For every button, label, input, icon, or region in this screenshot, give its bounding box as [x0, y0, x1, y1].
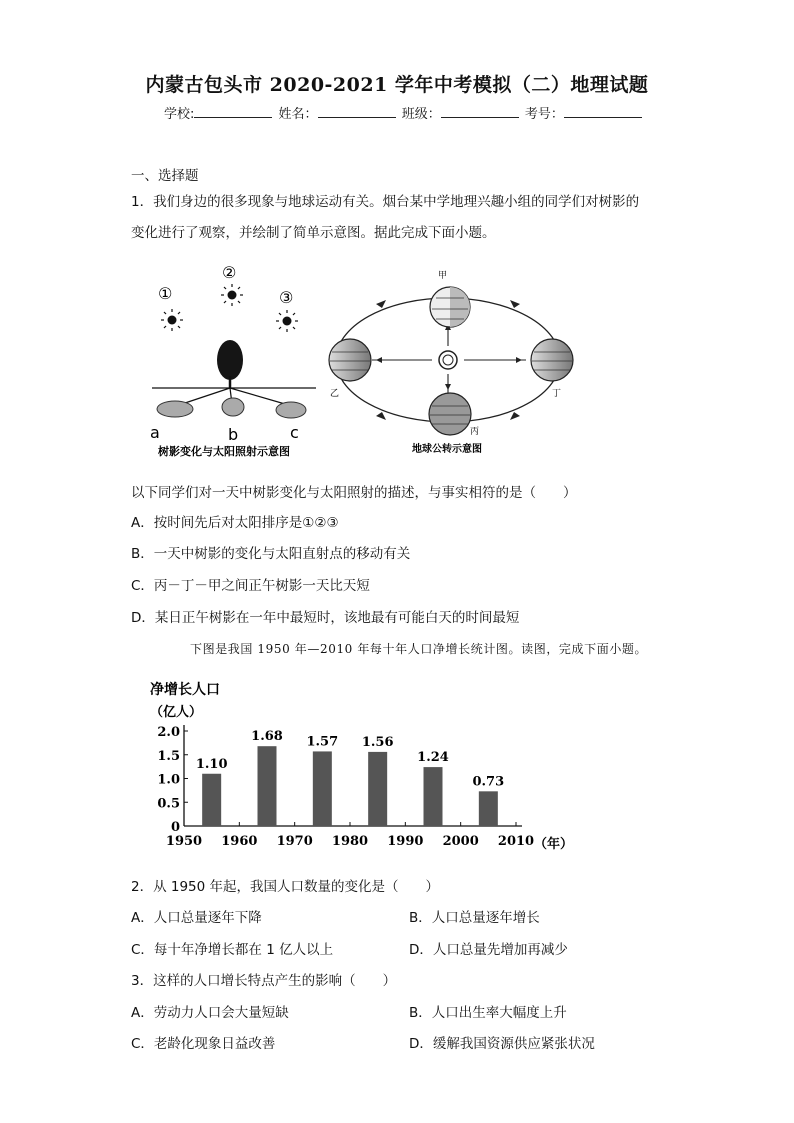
- bar-value-label: 0.73: [472, 774, 505, 790]
- section-heading: 一、选择题: [131, 168, 199, 184]
- q1-option-a[interactable]: A．按时间先后对太阳排序是①②③: [131, 515, 339, 531]
- bar-value-label: 1.24: [417, 750, 449, 766]
- x-tick-label: 1990: [387, 834, 424, 849]
- position-label-yi: 乙: [330, 389, 340, 399]
- sun-icon: [221, 284, 243, 306]
- sun-icon: [161, 309, 183, 331]
- chart-intro: 下图是我国 1950 年—2010 年每十年人口净增长统计图。读图，完成下面小题。: [190, 642, 648, 656]
- class-label: 班级：: [401, 107, 441, 122]
- q3-option-c[interactable]: C．老龄化现象日益改善: [131, 1036, 276, 1052]
- bar: [313, 751, 332, 826]
- name-blank[interactable]: [318, 105, 396, 118]
- q3-option-d[interactable]: D．缓解我国资源供应紧张状况: [409, 1036, 595, 1052]
- exam-number-label: 考号：: [524, 107, 564, 122]
- q2-option-d[interactable]: D．人口总量先增加再减少: [409, 942, 568, 958]
- exam-number-blank[interactable]: [564, 105, 642, 118]
- chart-y-label: （亿人）: [150, 705, 203, 720]
- school-label: 学校:: [164, 107, 195, 122]
- shadow-a: [157, 401, 193, 417]
- position-label-bing: 丙: [470, 427, 480, 437]
- q2-option-b[interactable]: B．人口总量逐年增长: [409, 910, 540, 926]
- q1-option-d[interactable]: D．某日正午树影在一年中最短时，该地最有可能白天的时间最短: [131, 610, 520, 626]
- y-tick-label: 1.5: [157, 748, 180, 764]
- student-info-line: [164, 103, 644, 122]
- shadow-label-c: c: [290, 423, 299, 442]
- population-growth-chart: [150, 676, 580, 856]
- q3-option-b[interactable]: B．人口出生率大幅度上升: [409, 1005, 567, 1021]
- sun-icon: [439, 351, 457, 369]
- bar: [258, 746, 277, 826]
- q2-option-c[interactable]: C．每十年净增长都在 1 亿人以上: [131, 942, 334, 958]
- earth-position-bing: [429, 393, 471, 435]
- q2-option-a[interactable]: A．人口总量逐年下降: [131, 910, 262, 926]
- sun-icon: [276, 310, 298, 332]
- bar: [368, 752, 387, 826]
- page-title: 内蒙古包头市 2020-2021 学年中考模拟（二）地理试题: [145, 74, 649, 96]
- sun-label-3: ③: [279, 288, 294, 307]
- y-tick-label: 0.5: [157, 796, 180, 812]
- chart-title: 净增长人口: [150, 682, 220, 698]
- x-tick-label: 1960: [221, 834, 258, 849]
- x-tick-label: 2010: [497, 834, 535, 849]
- bar: [202, 774, 221, 826]
- bar-value-label: 1.56: [361, 734, 394, 750]
- q1-stem-line2: 变化进行了观察，并绘制了简单示意图。据此完成下面小题。: [131, 225, 496, 241]
- tree-shadow-figure: [140, 258, 330, 463]
- chart-x-label: （年）: [534, 837, 574, 852]
- position-label-jia: 甲: [438, 271, 448, 281]
- bar-value-label: 1.10: [195, 756, 228, 772]
- bar: [424, 767, 443, 826]
- q3-stem: 3．这样的人口增长特点产生的影响（ ）: [131, 973, 397, 989]
- shadow-label-a: a: [150, 423, 160, 442]
- y-tick-label: 2.0: [157, 725, 180, 740]
- y-tick-label: 1.0: [157, 772, 180, 788]
- earth-position-jia: [430, 287, 470, 327]
- x-tick-label: 1950: [165, 834, 203, 849]
- sun-label-1: ①: [158, 284, 173, 303]
- class-blank[interactable]: [441, 105, 519, 118]
- q1-stem-line1: 1．我们身边的很多现象与地球运动有关。烟台某中学地理兴趣小组的同学们对树影的: [131, 194, 640, 210]
- position-label-ding: 丁: [552, 389, 562, 399]
- right-figure-caption: 地球公转示意图: [412, 444, 482, 455]
- earth-position-ding: [531, 339, 573, 381]
- x-tick-label: 1970: [276, 834, 313, 849]
- q1-option-b[interactable]: B．一天中树影的变化与太阳直射点的移动有关: [131, 546, 411, 562]
- earth-position-yi: [329, 339, 371, 381]
- shadow-label-b: b: [228, 425, 239, 444]
- bar-value-label: 1.68: [251, 729, 283, 745]
- tree-icon: [217, 340, 243, 388]
- school-blank[interactable]: [194, 105, 272, 118]
- bar-value-label: 1.57: [306, 734, 339, 750]
- earth-revolution-figure: [320, 262, 580, 458]
- sun-label-2: ②: [222, 263, 237, 282]
- shadow-c: [276, 402, 306, 418]
- y-tick-label: 0: [170, 820, 180, 835]
- q3-option-a[interactable]: A．劳动力人口会大量短缺: [131, 1005, 289, 1021]
- name-label: 姓名：: [278, 107, 318, 122]
- left-figure-caption: 树影变化与太阳照射示意图: [158, 445, 290, 458]
- x-tick-label: 1980: [331, 834, 369, 849]
- q2-stem: 2．从 1950 年起，我国人口数量的变化是（ ）: [131, 879, 440, 895]
- shadow-b: [222, 398, 244, 416]
- bar: [479, 791, 498, 826]
- x-tick-label: 2000: [442, 834, 479, 849]
- q1-option-c[interactable]: C．丙－丁－甲之间正午树影一天比天短: [131, 578, 370, 594]
- q1-question: 以下同学们对一天中树影变化与太阳照射的描述，与事实相符的是（ ）: [131, 485, 577, 501]
